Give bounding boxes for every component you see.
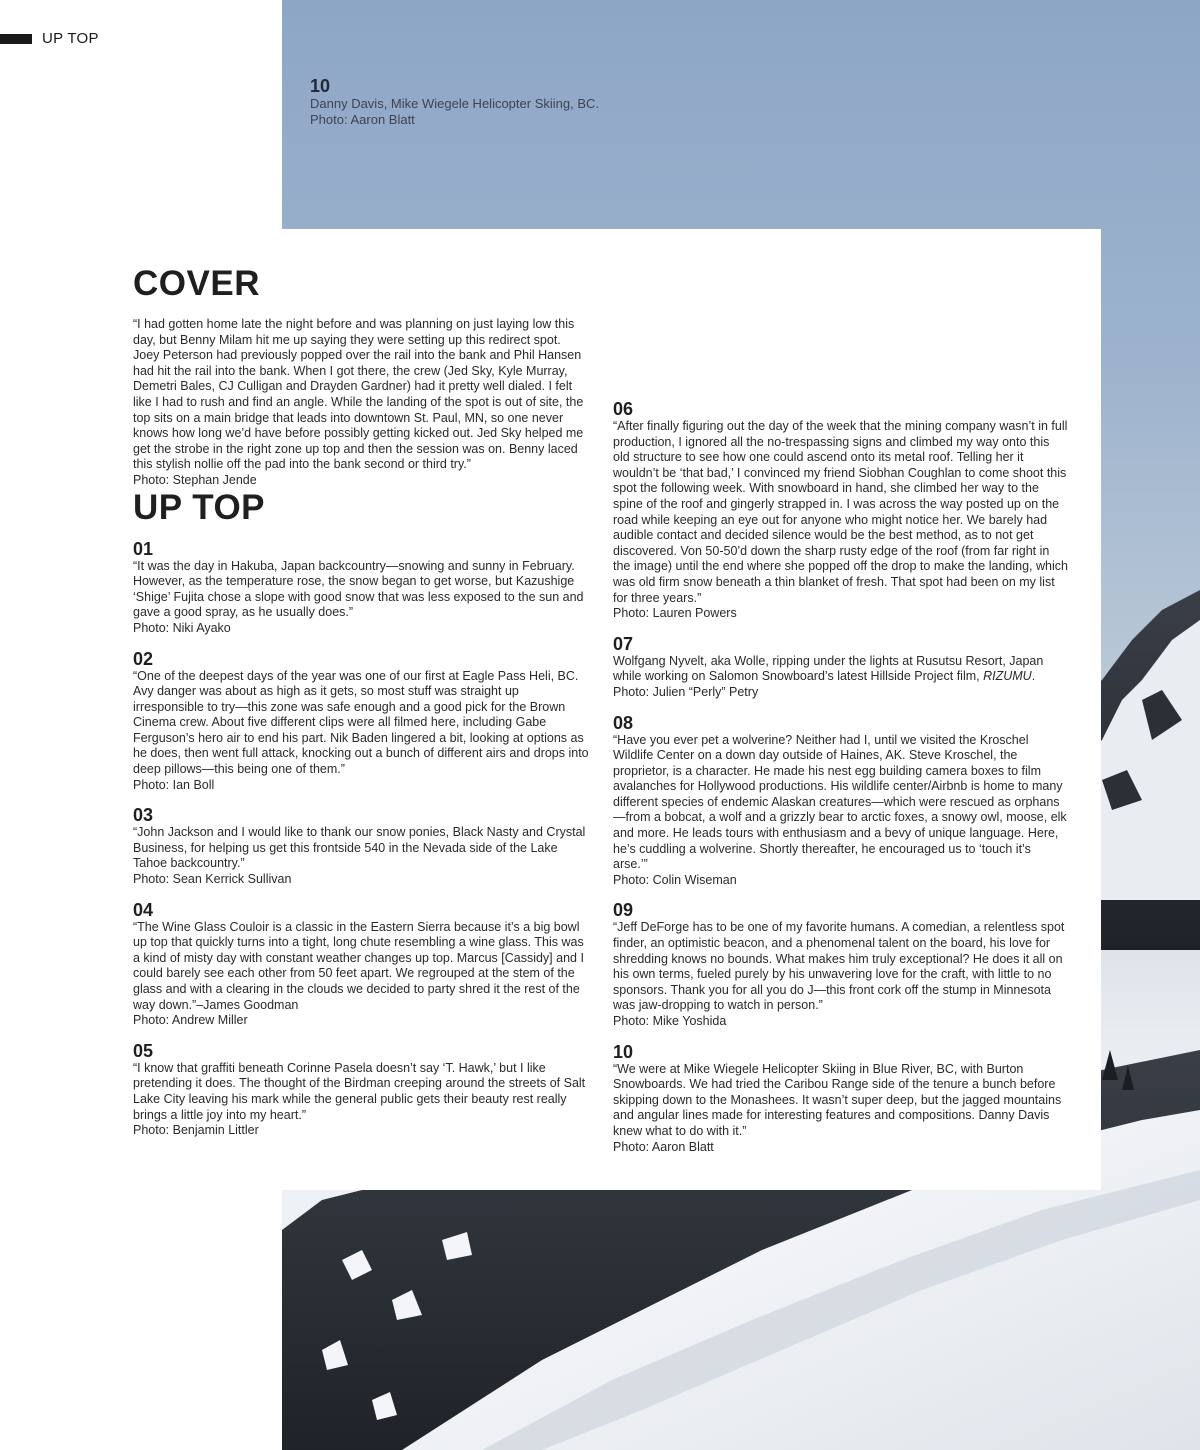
uptop-heading: UP TOP (133, 487, 266, 527)
entry-number: 10 (613, 1041, 634, 1062)
entry-text-end: . (1031, 669, 1036, 684)
entry-03 (133, 805, 589, 887)
entry-text: “Jeff DeForge has to be one of my favorite humans. A comedian, a relentless spot finder, an optimistic beacon, and a phenomenal talent on the board, his love for shredding knows no bounds. What makes him truly exceptional? He does it all on his own terms, fueled purely by his unwavering love for the craft, with little to no sponsors. Thank you for all you do J—this front cork off the stump in Minnesota was jaw-dropping to watch in person.” (613, 920, 1065, 1013)
entry-credit: Photo: Andrew Miller (133, 1013, 248, 1028)
header-bar (0, 34, 32, 44)
entry-text (613, 654, 1069, 685)
section-label: UP TOP (42, 30, 99, 47)
entry-text: “I know that graffiti beneath Corinne Pasela doesn’t say ‘T. Hawk,’ but I like pretending it does. The thought of the Birdman creeping around the streets of Salt Lake City leaving his mark while the general public gets their beauty rest really brings a little joy into my heart.” (133, 1060, 586, 1122)
entry-number: 03 (133, 805, 154, 826)
page-header (0, 30, 99, 47)
entry-number: 02 (133, 648, 154, 669)
entry-text: “The Wine Glass Couloir is a classic in the Eastern Sierra because it’s a big bowl up top that quickly turns into a tight, long chute resembling a wine glass. This was a kind of misty day with constant weather changes up top. Marcus [Cassidy] and I could barely see each other from 50 feet apart. We regrouped at the stem of the glass and with a clearing in the clouds we decided to party shred it the rest of the way down.”–James Goodman (133, 919, 584, 1012)
photo-caption (310, 76, 599, 128)
left-column (133, 265, 589, 1139)
cover-text: “I had gotten home late the night before and was planning on just laying low this day, but Benny Milam hit me up saying they were setting up this redirect spot. Joey Peterson had previously popped over the rail into the bank and Phil Hansen had hit the rail into the bank. When I got there, the crew (Jed Sky, Kyle Murray, Demetri Bales, CJ Culligan and Drayden Gardner) had it pretty well dialed. I felt like I had to rush and find an angle. While the landing of the spot is out of site, the top sits on a main bridge that leads into downtown St. Paul, MN, so one never knows how long we’d have before possibly getting kicked out. Jed Sky helped me get the strobe in the right zone up top and then the session was on. Benny laced this stylish nollie off the pad into the bank second or third try.” (133, 317, 584, 472)
entry-04 (133, 900, 589, 1029)
entry-09 (613, 900, 1069, 1029)
entry-text: “After finally figuring out the day of the week that the mining company wasn’t in full production, I ignored all the no-trespassing signs and climbed my way onto this old structure to see how one could ascend onto its metal roof. Telling her it wouldn’t be ‘that bad,’ I convinced my friend Siobhan Coughlan to come shoot this spot the following week. With snowboard in hand, she climbed her way to the spine of the roof and gingerly strapped in. I was across the way posted up on the road while keeping an eye out for anyone who might notice her. We barely had audible contact and decided silence would be the best method, as to not get discovered. Von 50-50’d down the sharp rusty edge of the roof (from far right in the image) until the end where she popped off the drop to make the landing, which was old firm snow beneath a thin blanket of fresh. That spot had been on my list for three years.” (613, 419, 1068, 605)
entry-01 (133, 539, 589, 637)
entry-text: “John Jackson and I would like to thank our snow ponies, Black Nasty and Crystal Business, for helping us get this frontside 540 in the Nevada side of the Lake Tahoe backcountry.” (133, 825, 586, 871)
entry-text: “One of the deepest days of the year was one of our first at Eagle Pass Heli, BC. Avy danger was about as high as it gets, so most stuff was straight up irresponsible to try—this zone was safe enough and a good pick for the Brown Cinema crew. About five different clips were all filmed here, including Gabe Ferguson’s hero air to end his part. Nik Baden lingered a bit, looking at options as he does, then went full attack, knocking out a bunch of different airs and drops into deep pillows—this being one of them.” (133, 668, 589, 777)
caption-credit: Photo: Aaron Blatt (310, 112, 415, 127)
entry-number: 09 (613, 900, 634, 921)
entry-credit: Photo: Lauren Powers (613, 606, 737, 621)
entry-number: 07 (613, 633, 634, 654)
entry-number: 05 (133, 1040, 154, 1061)
caption-title: Danny Davis, Mike Wiegele Helicopter Skiing, BC. (310, 96, 599, 111)
entry-credit: Photo: Benjamin Littler (133, 1123, 259, 1138)
entry-credit: Photo: Colin Wiseman (613, 872, 737, 887)
entry-07 (613, 634, 1069, 701)
entry-08 (613, 713, 1069, 889)
entry-credit: Photo: Mike Yoshida (613, 1014, 727, 1028)
entry-number: 01 (133, 538, 154, 559)
entry-number: 08 (613, 712, 634, 733)
entry-credit: Photo: Ian Boll (133, 777, 215, 792)
entry-credit: Photo: Sean Kerrick Sullivan (133, 872, 292, 887)
entry-credit: Photo: Aaron Blatt (613, 1139, 714, 1154)
entry-10 (613, 1042, 1069, 1156)
entry-number: 06 (613, 399, 634, 419)
entry-06 (613, 399, 1069, 622)
entry-credit: Photo: Niki Ayako (133, 620, 231, 635)
film-title: RIZUMU (983, 669, 1032, 684)
entry-text: “It was the day in Hakuba, Japan backcountry—snowing and sunny in February. However, as the temperature rose, the snow began to get worse, but Kazushige ‘Shige’ Fujita chose a slope with good snow that was less exposed to the sun and gave a good spray, as he usually does.” (133, 558, 584, 620)
entry-05 (133, 1041, 589, 1139)
text-panel (0, 229, 1101, 1190)
caption-number: 10 (310, 76, 331, 96)
cover-credit: Photo: Stephan Jende (133, 472, 257, 487)
entry-text-main: Wolfgang Nyvelt, aka Wolle, ripping under the lights at Rusutsu Resort, Japan while working on Salomon Snowboard’s latest Hillside Project film, (613, 653, 1044, 684)
entry-text: “We were at Mike Wiegele Helicopter Skiing in Blue River, BC, with Burton Snowboards. We had tried the Caribou Range side of the tenure a bunch before skipping down to the Monashees. It wasn’t super deep, but the jagged mountains and angular lines made for interesting features and compositions. Danny Davis knew what to do with it.” (613, 1061, 1062, 1138)
entry-02 (133, 649, 589, 794)
entry-text: “Have you ever pet a wolverine? Neither had I, until we visited the Kroschel Wildlife Center on a down day outside of Haines, AK. Steve Kroschel, the proprietor, is a character. He made his nest egg building camera boxes to film avalanches for Hollywood productions. His wildlife center/Airbnb is home to many different species of endemic Alaskan creatures—which were rescued as orphans—from a bobcat, a wolf and a grizzly bear to arctic foxes, a snowy owl, moose, elk and more. He leads tours with enthusiasm and a bevy of unique language. Here, he’s cuddling a wolverine. Shortly thereafter, he encouraged us to ‘touch it’s arse.’” (613, 732, 1067, 872)
right-column (613, 399, 1069, 1155)
cover-heading: COVER (133, 264, 260, 303)
entry-number: 04 (133, 899, 154, 920)
cover-entry (133, 317, 589, 489)
entry-credit: Photo: Julien “Perly” Petry (613, 684, 759, 699)
